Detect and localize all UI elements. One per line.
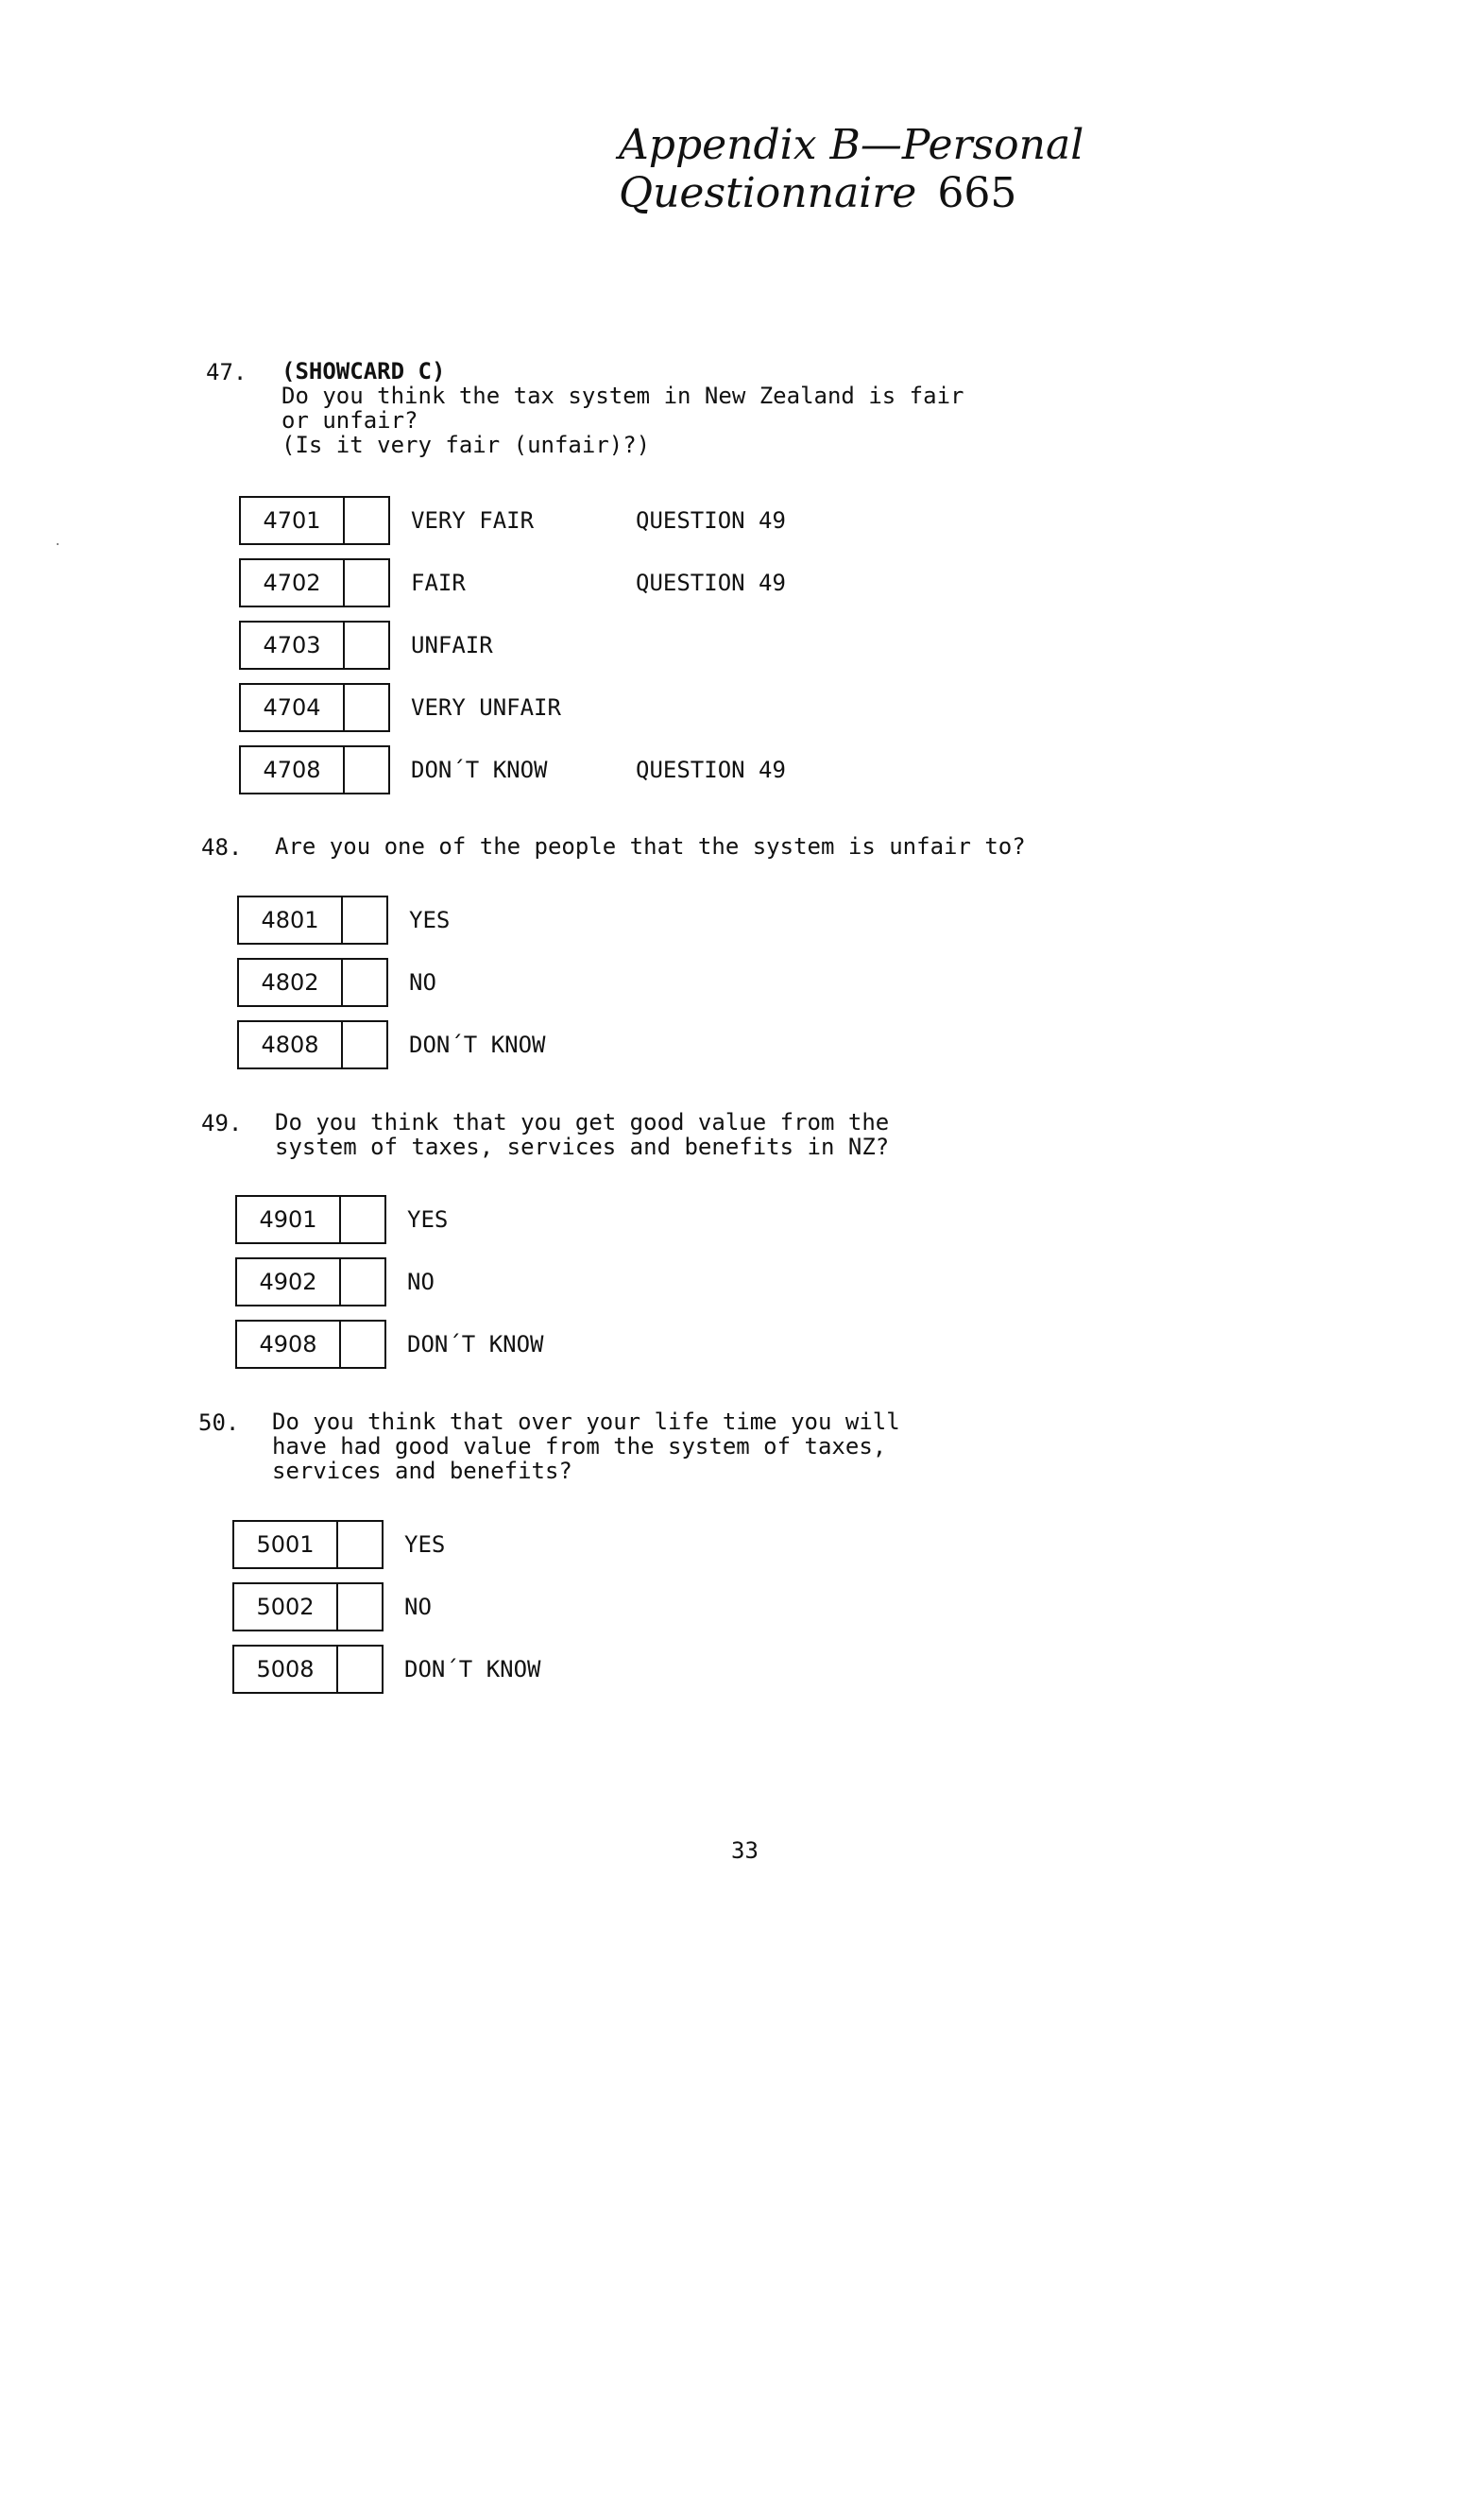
answer-code: 4902 — [235, 1257, 341, 1306]
answer-option[interactable] — [239, 683, 900, 736]
skip-instruction: QUESTION 49 — [636, 507, 786, 534]
answer-checkbox[interactable] — [341, 1020, 388, 1069]
answer-checkbox[interactable] — [343, 621, 390, 670]
answer-option[interactable] — [232, 1582, 705, 1635]
question-47 — [206, 359, 1151, 463]
answer-checkbox[interactable] — [336, 1520, 384, 1569]
answer-code: 5001 — [232, 1520, 338, 1569]
answer-checkbox[interactable] — [343, 558, 390, 607]
answer-code: 4704 — [239, 683, 345, 732]
answer-option[interactable] — [235, 1195, 708, 1248]
question-line: services and benefits? — [272, 1458, 572, 1484]
answer-option[interactable] — [232, 1520, 705, 1573]
skip-instruction: QUESTION 49 — [636, 757, 786, 783]
answer-option[interactable] — [237, 958, 709, 1011]
answer-code: 4808 — [237, 1020, 343, 1069]
question-line: system of taxes, services and benefits in NZ? — [275, 1134, 890, 1160]
answer-checkbox[interactable] — [339, 1195, 386, 1244]
answer-code: 5008 — [232, 1645, 338, 1694]
answer-label: FAIR — [411, 570, 466, 596]
answer-code: 4708 — [239, 745, 345, 794]
answer-checkbox[interactable] — [343, 683, 390, 732]
question-number: 48. — [201, 834, 243, 861]
question-48 — [201, 834, 1240, 862]
answer-label: NO — [407, 1269, 435, 1295]
answer-code: 4701 — [239, 496, 345, 545]
question-line: Do you think the tax system in New Zealand is fair — [281, 383, 964, 409]
question-text — [272, 1409, 900, 1483]
question-number: 50. — [198, 1409, 240, 1436]
answer-option[interactable] — [239, 496, 900, 549]
answer-code: 4901 — [235, 1195, 341, 1244]
page-title: Appendix B—Personal Questionnaire — [619, 121, 1084, 217]
skip-instruction: QUESTION 49 — [636, 570, 786, 596]
showcard-label: (SHOWCARD C) — [281, 358, 446, 384]
answer-code: 5002 — [232, 1582, 338, 1631]
answer-checkbox[interactable] — [336, 1645, 384, 1694]
page-number: 665 — [937, 169, 1017, 217]
answer-label: VERY FAIR — [411, 507, 535, 534]
question-line: (Is it very fair (unfair)?) — [281, 432, 651, 458]
question-number: 47. — [206, 359, 247, 385]
question-line: have had good value from the system of taxes, — [272, 1433, 887, 1460]
answer-option[interactable] — [232, 1645, 705, 1698]
answer-code: 4801 — [237, 896, 343, 945]
scan-speck — [57, 543, 59, 545]
answer-code: 4908 — [235, 1320, 341, 1369]
answer-code: 4702 — [239, 558, 345, 607]
answer-checkbox[interactable] — [341, 896, 388, 945]
question-text — [275, 834, 1026, 859]
answer-option[interactable] — [239, 558, 900, 611]
answer-label: VERY UNFAIR — [411, 694, 561, 721]
answer-option[interactable] — [235, 1257, 708, 1310]
question-line: Do you think that you get good value from the — [275, 1109, 890, 1135]
answer-option[interactable] — [239, 621, 900, 674]
answer-checkbox[interactable] — [339, 1320, 386, 1369]
answer-label: DON´T KNOW — [409, 1032, 546, 1058]
answer-checkbox[interactable] — [336, 1582, 384, 1631]
question-50 — [198, 1409, 1143, 1487]
answer-label: NO — [404, 1594, 432, 1620]
question-line: Are you one of the people that the system is unfair to? — [275, 833, 1026, 860]
answer-code: 4802 — [237, 958, 343, 1007]
answer-option[interactable] — [237, 896, 709, 948]
answer-code: 4703 — [239, 621, 345, 670]
footer-page-number: 33 — [731, 1837, 759, 1864]
answer-checkbox[interactable] — [343, 745, 390, 794]
answer-checkbox[interactable] — [341, 958, 388, 1007]
answer-option[interactable] — [235, 1320, 708, 1373]
answer-label: YES — [409, 907, 451, 933]
answer-label: DON´T KNOW — [407, 1331, 544, 1357]
page-header — [619, 121, 1356, 217]
answer-label: YES — [407, 1206, 449, 1233]
question-line: or unfair? — [281, 407, 418, 434]
answer-option[interactable] — [239, 745, 900, 798]
answer-label: UNFAIR — [411, 632, 493, 658]
answer-checkbox[interactable] — [343, 496, 390, 545]
answer-option[interactable] — [237, 1020, 709, 1073]
question-49 — [201, 1110, 1146, 1163]
question-number: 49. — [201, 1110, 243, 1136]
answer-label: DON´T KNOW — [411, 757, 548, 783]
question-text — [281, 359, 964, 457]
answer-label: DON´T KNOW — [404, 1656, 541, 1682]
answer-label: NO — [409, 969, 436, 996]
answer-label: YES — [404, 1531, 446, 1558]
question-text — [275, 1110, 889, 1159]
answer-checkbox[interactable] — [339, 1257, 386, 1306]
question-line: Do you think that over your life time you will — [272, 1409, 900, 1435]
